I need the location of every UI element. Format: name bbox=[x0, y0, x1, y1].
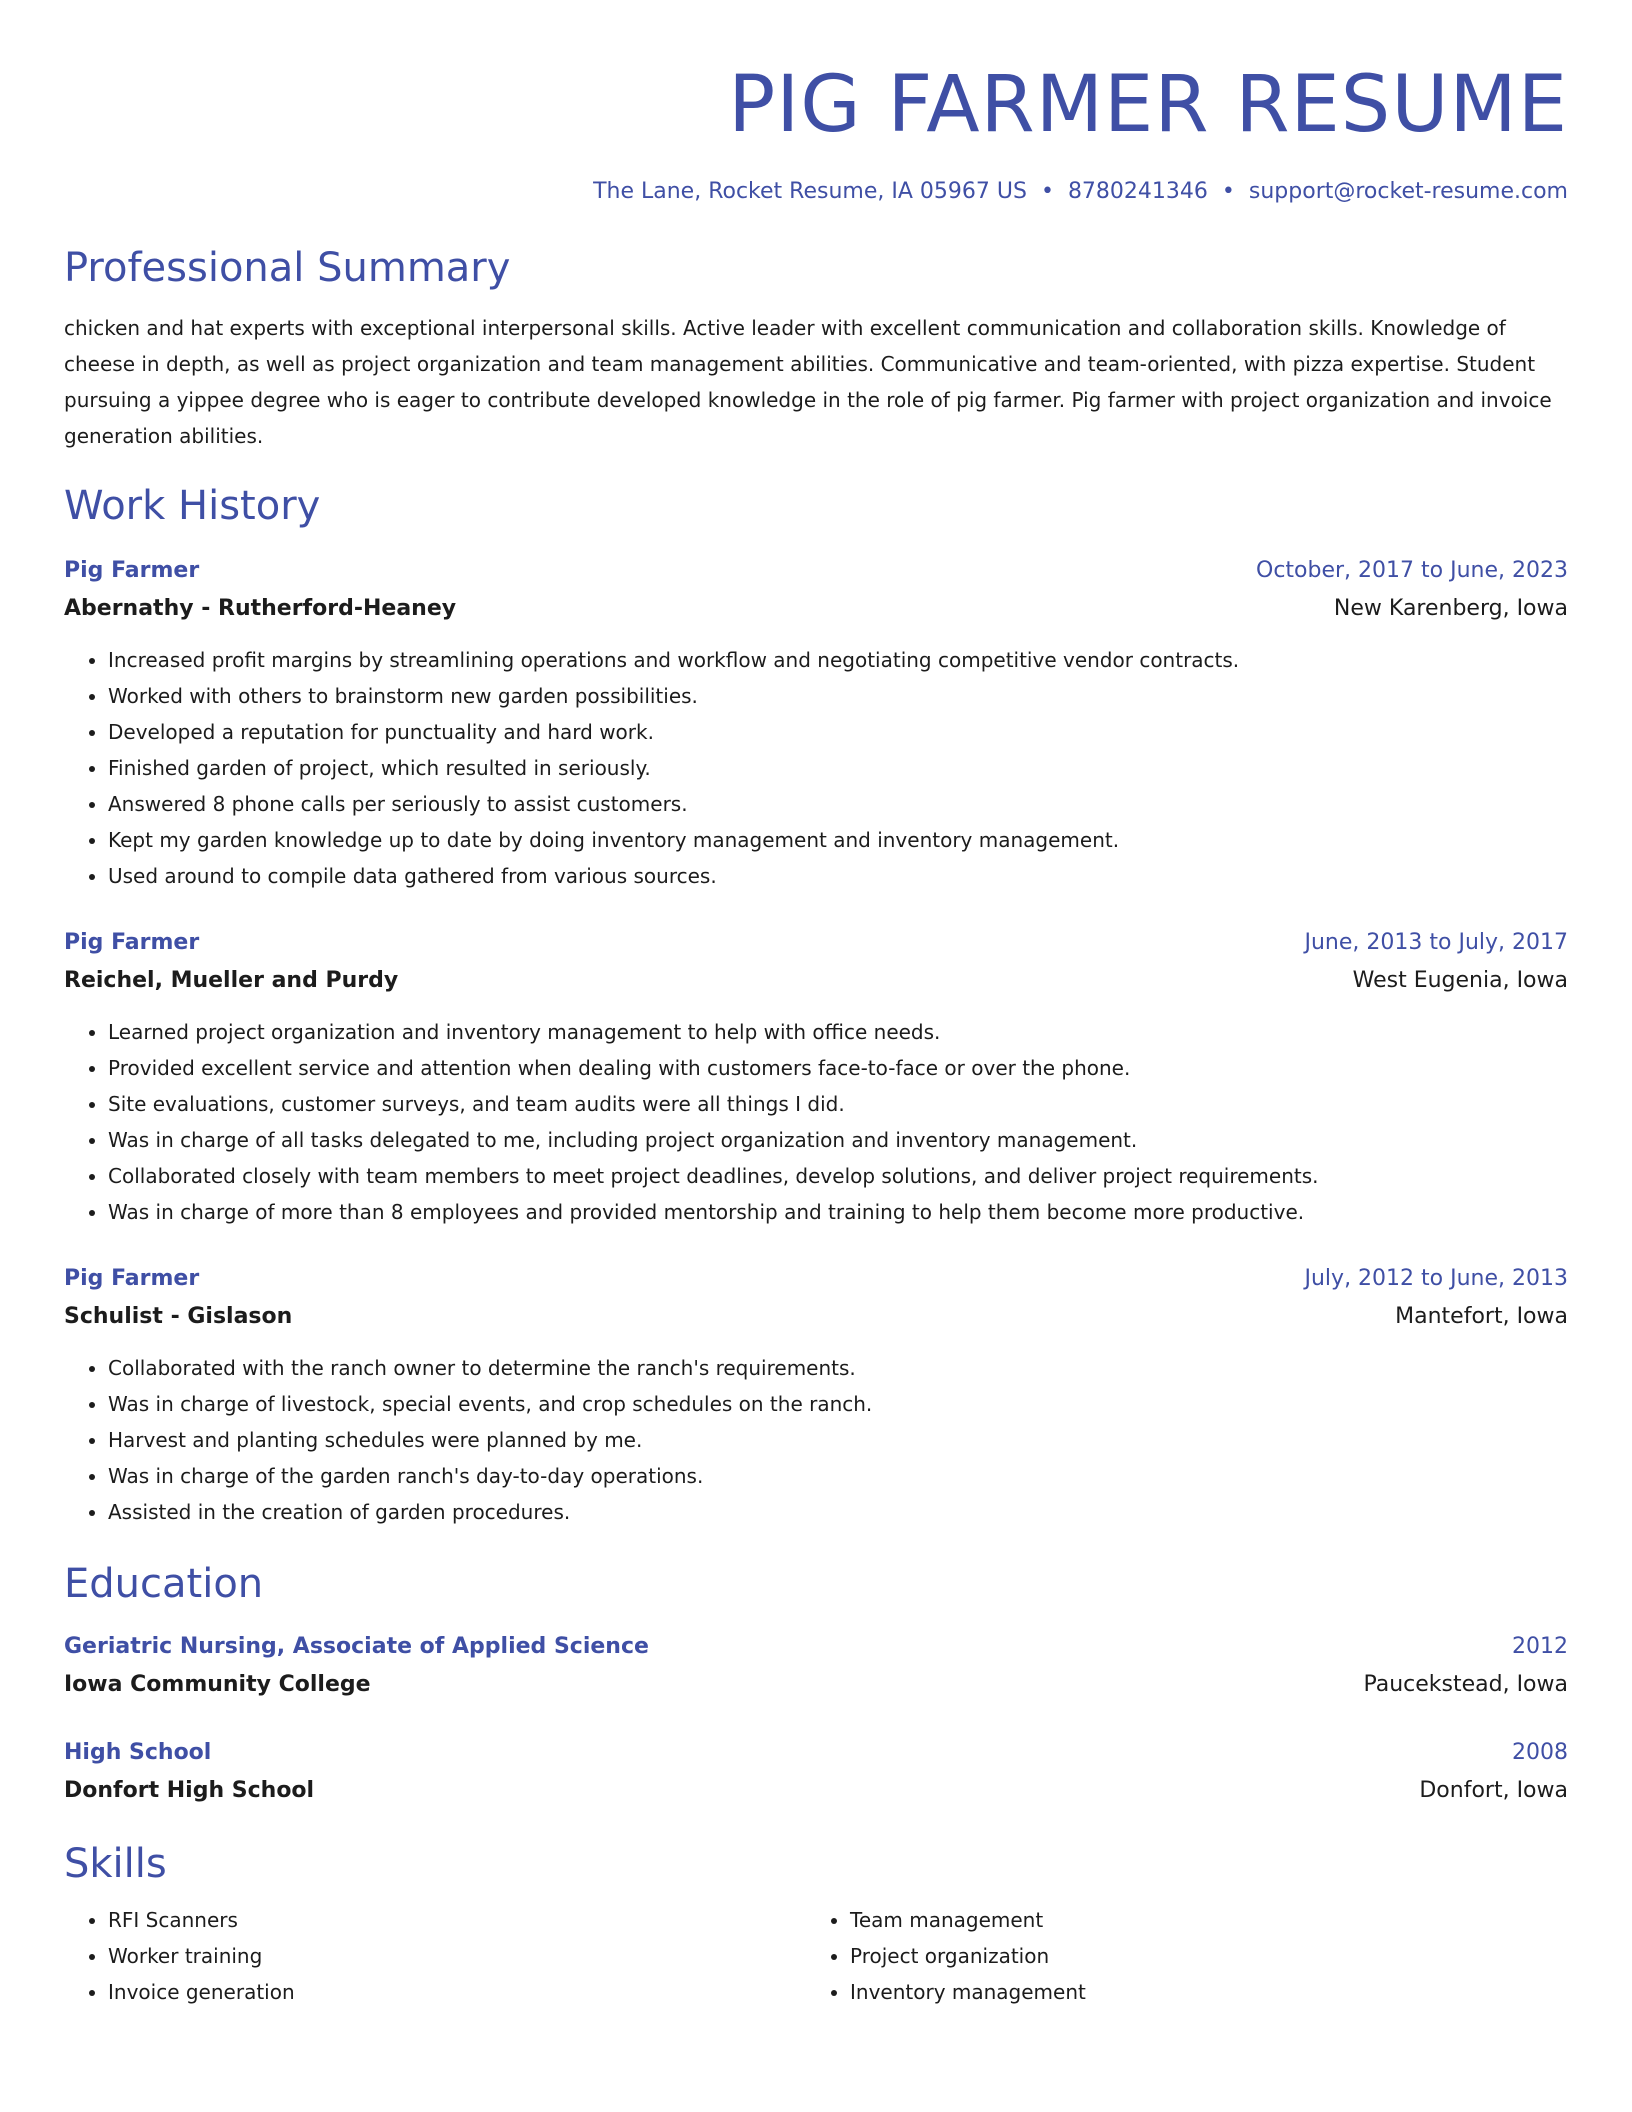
education-entry bbox=[64, 1628, 1568, 1704]
job-bullet: • Site evaluations, customer surveys, and team audits were all things I did. bbox=[108, 1086, 1568, 1122]
job-bullet: • Collaborated closely with team members to meet project deadlines, develop solutions, and deliver project requirements. bbox=[108, 1158, 1568, 1194]
job-employer: Reichel, Mueller and Purdy bbox=[64, 968, 399, 993]
education-degree: Geriatric Nursing, Associate of Applied Science bbox=[64, 1634, 649, 1659]
job-bullet: • Learned project organization and inventory management to help with office needs. bbox=[108, 1014, 1568, 1050]
job-entry bbox=[64, 552, 1568, 894]
education-heading: Education bbox=[64, 1561, 264, 1607]
job-bullet: • Was in charge of livestock, special events, and crop schedules on the ranch. bbox=[108, 1386, 1568, 1422]
skills-grid bbox=[64, 1902, 1568, 2010]
job-bullet: • Developed a reputation for punctuality and hard work. bbox=[108, 714, 1568, 750]
job-bullet: • Answered 8 phone calls per seriously to assist customers. bbox=[108, 786, 1568, 822]
work-history-heading: Work History bbox=[64, 483, 321, 529]
resume-name: PIG FARMER RESUME bbox=[728, 60, 1568, 150]
job-role: Pig Farmer bbox=[64, 930, 200, 955]
skills-column-left bbox=[64, 1902, 806, 2010]
education-header-row bbox=[64, 1734, 1568, 1772]
job-bullet: • Kept my garden knowledge up to date by doing inventory management and inventory management. bbox=[108, 822, 1568, 858]
job-bullet: • Was in charge of the garden ranch's day-to-day operations. bbox=[108, 1458, 1568, 1494]
job-bullets bbox=[64, 642, 1568, 894]
job-dates: July, 2012 to June, 2013 bbox=[1304, 1266, 1568, 1291]
job-bullets bbox=[64, 1014, 1568, 1230]
education-degree: High School bbox=[64, 1740, 212, 1765]
skill-item: • Inventory management bbox=[850, 1974, 1548, 2010]
skill-item: • Invoice generation bbox=[108, 1974, 806, 2010]
contact-email: support@rocket-resume.com bbox=[1248, 179, 1568, 204]
job-location: Mantefort, Iowa bbox=[1395, 1304, 1568, 1329]
job-bullet: • Was in charge of all tasks delegated to me, including project organization and inventory management. bbox=[108, 1122, 1568, 1158]
job-bullets bbox=[64, 1350, 1568, 1530]
skill-item: • Worker training bbox=[108, 1938, 806, 1974]
education-location: Donfort, Iowa bbox=[1419, 1778, 1568, 1803]
job-bullet: • Collaborated with the ranch owner to determine the ranch's requirements. bbox=[108, 1350, 1568, 1386]
contact-separator: • bbox=[1040, 179, 1054, 204]
education-school: Iowa Community College bbox=[64, 1672, 371, 1697]
job-header-row bbox=[64, 552, 1568, 590]
summary-heading: Professional Summary bbox=[64, 245, 511, 291]
job-employer: Schulist - Gislason bbox=[64, 1304, 293, 1329]
contact-separator: • bbox=[1221, 179, 1235, 204]
job-bullet: • Provided excellent service and attention when dealing with customers face-to-face or over the phone. bbox=[108, 1050, 1568, 1086]
job-role: Pig Farmer bbox=[64, 558, 200, 583]
education-school: Donfort High School bbox=[64, 1778, 315, 1803]
job-bullet: • Assisted in the creation of garden procedures. bbox=[108, 1494, 1568, 1530]
education-school-row bbox=[64, 1666, 1568, 1704]
job-header-row bbox=[64, 1260, 1568, 1298]
skill-item: • Team management bbox=[850, 1902, 1548, 1938]
job-location: West Eugenia, Iowa bbox=[1352, 968, 1568, 993]
education-school-row bbox=[64, 1772, 1568, 1810]
job-bullet: • Finished garden of project, which resulted in seriously. bbox=[108, 750, 1568, 786]
job-bullet: • Increased profit margins by streamlining operations and workflow and negotiating competitive vendor contracts. bbox=[108, 642, 1568, 678]
education-year: 2008 bbox=[1512, 1740, 1568, 1765]
education-header-row bbox=[64, 1628, 1568, 1666]
job-dates: October, 2017 to June, 2023 bbox=[1256, 558, 1568, 583]
contact-phone: 8780241346 bbox=[1067, 179, 1208, 204]
job-bullet: • Worked with others to brainstorm new garden possibilities. bbox=[108, 678, 1568, 714]
job-bullet: • Was in charge of more than 8 employees and provided mentorship and training to help them become more productive. bbox=[108, 1194, 1568, 1230]
job-dates: June, 2013 to July, 2017 bbox=[1304, 930, 1568, 955]
job-header-row bbox=[64, 924, 1568, 962]
job-entry bbox=[64, 924, 1568, 1230]
contact-line bbox=[64, 178, 1568, 206]
job-employer-row bbox=[64, 590, 1568, 628]
job-role: Pig Farmer bbox=[64, 1266, 200, 1291]
skill-item: • RFI Scanners bbox=[108, 1902, 806, 1938]
job-employer: Abernathy - Rutherford-Heaney bbox=[64, 596, 457, 621]
job-employer-row bbox=[64, 962, 1568, 1000]
skills-column-right bbox=[806, 1902, 1548, 2010]
education-year: 2012 bbox=[1512, 1634, 1568, 1659]
job-bullet: • Harvest and planting schedules were planned by me. bbox=[108, 1422, 1568, 1458]
education-entry bbox=[64, 1734, 1568, 1810]
skills-heading: Skills bbox=[64, 1841, 167, 1887]
summary-text: chicken and hat experts with exceptional interpersonal skills. Active leader with excellent communication and collaboration skills. Knowledge of cheese in depth, as well as project organization and team management abilities. Communicative and team-oriented, with pizza expertise. Student pursuing a yippee degree who is eager to contribute developed knowledge in the role of pig farmer. Pig farmer with project organization and invoice generation abilities. bbox=[64, 316, 1552, 448]
education-location: Paucekstead, Iowa bbox=[1363, 1672, 1568, 1697]
job-employer-row bbox=[64, 1298, 1568, 1336]
job-entry bbox=[64, 1260, 1568, 1530]
contact-address: The Lane, Rocket Resume, IA 05967 US bbox=[593, 179, 1027, 204]
job-bullet: • Used around to compile data gathered from various sources. bbox=[108, 858, 1568, 894]
job-location: New Karenberg, Iowa bbox=[1333, 596, 1568, 621]
skill-item: • Project organization bbox=[850, 1938, 1548, 1974]
resume-page bbox=[64, 0, 1568, 2010]
